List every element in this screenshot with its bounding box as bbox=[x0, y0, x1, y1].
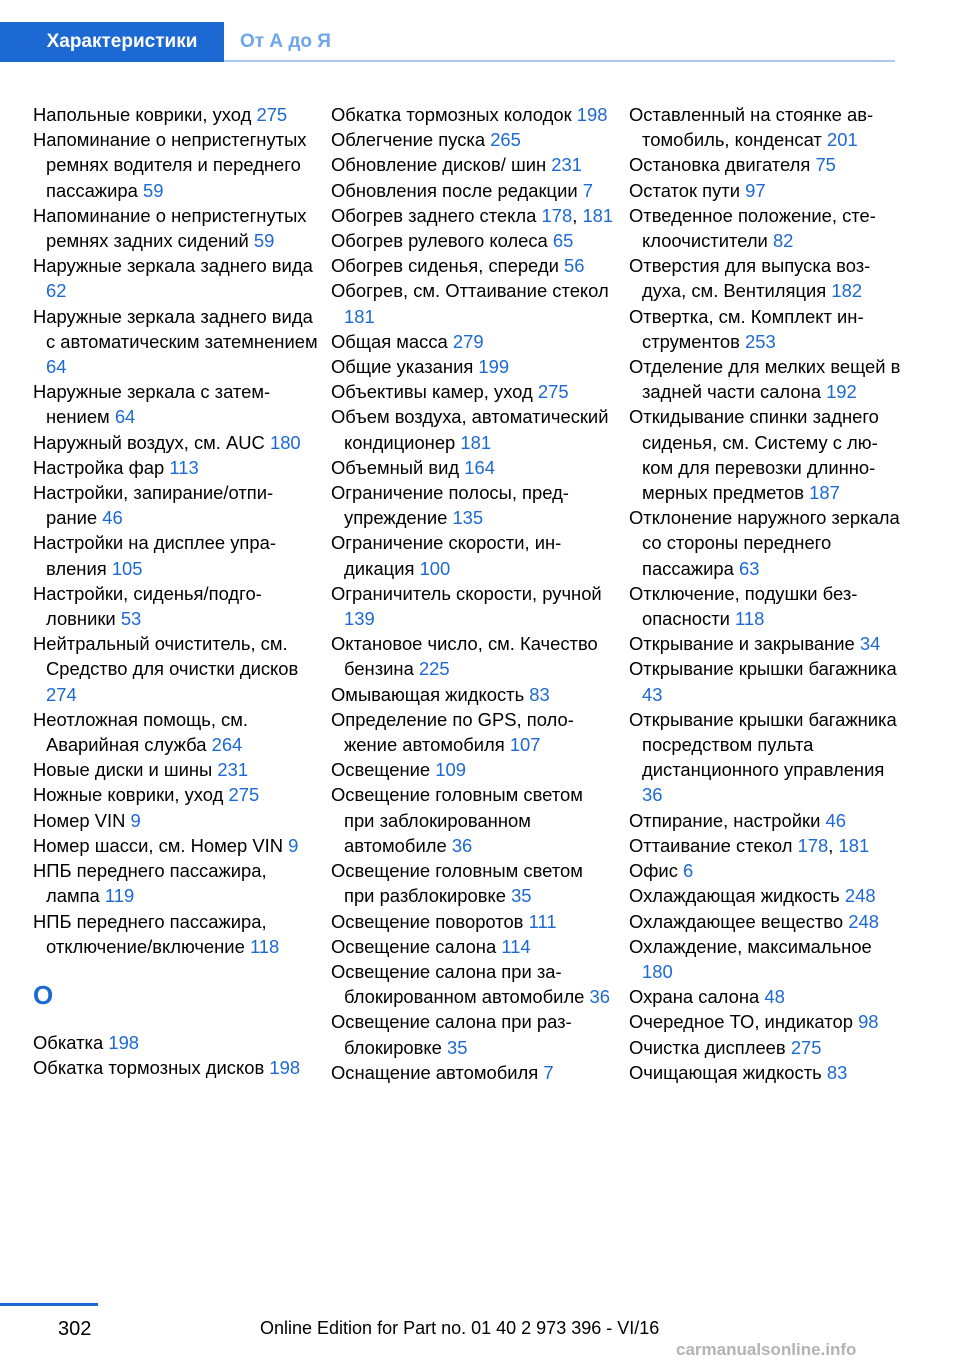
page-link[interactable]: 231 bbox=[217, 759, 249, 781]
page-link[interactable]: 181 bbox=[344, 305, 375, 327]
index-entry bbox=[629, 631, 901, 656]
page-link[interactable]: 275 bbox=[790, 1036, 822, 1058]
index-entry bbox=[33, 480, 318, 530]
index-entry bbox=[629, 707, 901, 808]
page-link[interactable]: 46 bbox=[825, 809, 846, 831]
page-link[interactable]: 192 bbox=[826, 381, 857, 403]
index-entry bbox=[33, 304, 318, 380]
index-entry bbox=[331, 404, 616, 454]
index-entry-text: Освещение салона при разблокировке bbox=[331, 1011, 572, 1058]
index-entry-text: Остаток пути bbox=[629, 179, 740, 201]
tab-characteristics[interactable]: Характеристики bbox=[0, 22, 224, 62]
page-link[interactable]: 198 bbox=[576, 104, 608, 125]
index-entry bbox=[331, 682, 616, 707]
edition-text: Online Edition for Part no. 01 40 2 973 396 - VI/16 bbox=[260, 1318, 660, 1338]
section-letter-o: О bbox=[33, 979, 54, 1010]
page-link[interactable]: 264 bbox=[211, 734, 243, 756]
index-entry-text: Напольные коврики, уход bbox=[33, 104, 252, 125]
index-entry bbox=[331, 278, 616, 328]
index-entry bbox=[33, 455, 318, 480]
index-entry-text: Отделение для мелких вещей в задней части салона bbox=[629, 356, 901, 403]
index-entry-text: Новые диски и шины bbox=[33, 759, 213, 781]
index-entry-text: Освещение головным светом при заблокированном автомобиле bbox=[331, 784, 583, 856]
page-link[interactable]: 43 bbox=[642, 683, 663, 705]
index-entry-text: Оставленный на стоянке автомобиль, конденсат bbox=[629, 104, 874, 151]
page-link[interactable]: 6 bbox=[683, 860, 694, 882]
page-link[interactable]: 75 bbox=[815, 154, 836, 176]
index-entry bbox=[331, 959, 616, 1009]
index-entry-text: Настройки, сиденья/подголовники bbox=[33, 582, 262, 630]
index-entry bbox=[33, 379, 318, 429]
index-entry-text: Ограничитель скорости, ручной bbox=[331, 582, 602, 604]
page-link[interactable]: 62 bbox=[46, 280, 67, 302]
index-entry-text: Напоминание о непристегнутых ремнях задних сидений bbox=[33, 204, 307, 252]
index-entry-text: Номер VIN bbox=[33, 809, 126, 831]
index-column-2 bbox=[331, 102, 616, 1085]
index-entry-text: Настройки на дисплее управления bbox=[33, 532, 276, 579]
index-entry bbox=[331, 228, 616, 253]
index-entry-text: Обновление дисков/ шин bbox=[331, 154, 547, 176]
index-entry-text: Охлаждающее вещество bbox=[629, 910, 844, 932]
index-entry-text: Объемный вид bbox=[331, 456, 460, 478]
index-entry bbox=[629, 883, 901, 908]
index-entry bbox=[33, 782, 318, 807]
page-link[interactable]: 248 bbox=[844, 885, 876, 907]
index-entry bbox=[629, 1035, 901, 1060]
page-link[interactable]: 164 bbox=[464, 456, 495, 478]
page-link[interactable]: 65 bbox=[552, 230, 574, 252]
page-link[interactable]: 118 bbox=[249, 935, 280, 957]
index-entry bbox=[331, 152, 616, 177]
index-entry-text: Обогрев сиденья, спереди bbox=[331, 255, 559, 277]
page-link[interactable]: 248 bbox=[848, 910, 879, 932]
index-entry-text: Объем воздуха, автоматический кондиционер bbox=[331, 406, 609, 453]
page-number: 302 bbox=[58, 1318, 92, 1340]
page-link[interactable]: 187 bbox=[809, 482, 840, 504]
index-entry-text: Наружные зеркала заднего вида bbox=[33, 255, 313, 277]
index-entry bbox=[331, 934, 616, 959]
index-entry-text: Оттаивание стекол bbox=[629, 834, 793, 856]
index-entry bbox=[331, 782, 616, 858]
page-link[interactable]: 105 bbox=[111, 557, 143, 579]
page-link[interactable]: 36 bbox=[642, 784, 663, 806]
page-link[interactable]: 178 bbox=[797, 834, 829, 856]
index-list-col2 bbox=[331, 102, 616, 1085]
page-link[interactable]: 181 bbox=[582, 204, 614, 226]
index-entry-text: Отверстия для выпуска воздуха, см. Вентиляция bbox=[629, 255, 871, 302]
page-link[interactable]: 180 bbox=[642, 960, 673, 982]
page-link[interactable]: 48 bbox=[764, 986, 785, 1008]
index-entry-text: Омывающая жидкость bbox=[331, 683, 525, 705]
index-entry bbox=[331, 455, 616, 480]
page-link[interactable]: 46 bbox=[102, 507, 123, 529]
index-list-n bbox=[33, 102, 318, 959]
page-link[interactable]: 9 bbox=[130, 809, 141, 831]
index-entry-text: Офис bbox=[629, 860, 678, 882]
index-entry-text: Остановка двигателя bbox=[629, 154, 811, 176]
index-entry bbox=[629, 102, 901, 152]
page-link[interactable]: 53 bbox=[120, 608, 142, 630]
index-entry-text: Общие указания bbox=[331, 356, 474, 378]
page-link[interactable]: 83 bbox=[529, 683, 550, 705]
index-entry bbox=[33, 833, 318, 858]
index-entry-text: Наружные зеркала с затемнением bbox=[33, 381, 271, 428]
index-entry bbox=[331, 329, 616, 354]
page-link[interactable]: 9 bbox=[288, 834, 299, 856]
watermark: carmanualsonline.info bbox=[676, 1340, 857, 1359]
page-link[interactable]: 253 bbox=[745, 330, 776, 352]
index-entry bbox=[331, 127, 616, 152]
index-entry-text: Номер шасси, см. Номер VIN bbox=[33, 834, 284, 856]
index-entry-text: Наружные зеркала заднего вида с автоматическим затемнением bbox=[33, 305, 318, 352]
index-entry bbox=[629, 505, 901, 581]
index-entry: Обогрев заднего стекла 178, 181 bbox=[331, 204, 614, 226]
index-entry-text: Охрана салона bbox=[629, 986, 760, 1008]
page-link[interactable]: 265 bbox=[490, 129, 521, 151]
page-link[interactable]: 113 bbox=[169, 456, 199, 478]
index-entry bbox=[629, 934, 901, 984]
page-link[interactable]: 64 bbox=[114, 406, 136, 428]
page-link[interactable]: 7 bbox=[543, 1061, 554, 1083]
page-link[interactable]: 275 bbox=[537, 381, 569, 403]
page-link[interactable]: 100 bbox=[419, 557, 451, 579]
page-link[interactable]: 275 bbox=[228, 784, 260, 806]
page-link[interactable]: 198 bbox=[108, 1031, 140, 1053]
index-entry-text: Обогрев, см. Оттаивание стекол bbox=[331, 280, 609, 302]
index-entry bbox=[331, 102, 616, 127]
index-entry-text: НПБ переднего пассажира, лампа bbox=[33, 860, 267, 907]
index-entry-text: Настройки, запирание/отпирание bbox=[33, 482, 274, 529]
index-entry-text: Обкатка тормозных дисков bbox=[33, 1057, 265, 1079]
page-link[interactable]: 63 bbox=[738, 557, 760, 579]
index-entry bbox=[33, 631, 318, 707]
index-column-1 bbox=[33, 102, 318, 1080]
index-entry bbox=[629, 984, 901, 1009]
index-entry-text: Общая масса bbox=[331, 330, 448, 352]
index-entry-text: Освещение салона при заблокированном автомобиле bbox=[331, 960, 585, 1008]
index-entry bbox=[33, 127, 318, 203]
page-link[interactable]: 59 bbox=[253, 230, 275, 252]
index-entry-text: Обогрев заднего стекла bbox=[331, 204, 537, 226]
page-link[interactable]: 178 bbox=[541, 204, 573, 226]
page-link[interactable]: 201 bbox=[826, 129, 858, 151]
index-entry bbox=[33, 808, 318, 833]
tab-a-to-z[interactable]: От А до Я bbox=[240, 31, 331, 52]
page-link[interactable]: 35 bbox=[447, 1036, 468, 1058]
page-link[interactable]: 36 bbox=[451, 834, 473, 856]
index-entry-text: НПБ переднего пассажира, отключение/включение bbox=[33, 910, 267, 957]
index-entry-text: Ограничение скорости, индикация bbox=[331, 532, 562, 579]
index-entry bbox=[331, 909, 616, 934]
page-link[interactable]: 97 bbox=[745, 179, 766, 201]
page-link[interactable]: 64 bbox=[46, 356, 67, 378]
index-entry-text: Очищающая жидкость bbox=[629, 1061, 822, 1083]
index-entry-text: Очистка дисплеев bbox=[629, 1036, 786, 1058]
tab-underline bbox=[224, 60, 895, 62]
page-link[interactable]: 279 bbox=[452, 330, 484, 352]
index-entry-text: Откидывание спинки заднего сиденья, см. Систему с люком для перевозки длинномерных предметов bbox=[629, 406, 879, 504]
index-entry: Оттаивание стекол 178, 181 bbox=[629, 834, 870, 856]
index-entry-text: Отключение, подушки безопасности bbox=[629, 582, 858, 630]
page-link[interactable]: 119 bbox=[104, 885, 135, 907]
page-link[interactable]: 82 bbox=[772, 230, 794, 252]
page-link[interactable]: 135 bbox=[452, 507, 484, 529]
index-column-3 bbox=[629, 102, 901, 1085]
index-entry bbox=[33, 430, 318, 455]
index-entry bbox=[331, 631, 616, 681]
index-entry bbox=[33, 909, 318, 959]
index-entry bbox=[33, 203, 318, 253]
index-entry bbox=[33, 102, 318, 127]
index-entry-text: Напоминание о непристегнутых ремнях водителя и переднего пассажира bbox=[33, 129, 307, 201]
page-link[interactable]: 199 bbox=[478, 356, 510, 378]
index-entry-text: Освещение салона bbox=[331, 935, 497, 957]
index-entry-text: Отпирание, настройки bbox=[629, 809, 821, 831]
index-entry bbox=[331, 530, 616, 580]
index-entry-text: Облегчение пуска bbox=[331, 129, 486, 151]
page-link[interactable]: 118 bbox=[735, 608, 765, 630]
index-entry bbox=[33, 707, 318, 757]
index-entry bbox=[331, 581, 616, 631]
index-entry-text: Определение по GPS, положение автомобиля bbox=[331, 708, 574, 756]
index-entry bbox=[331, 757, 616, 782]
index-entry bbox=[33, 1030, 318, 1055]
index-entry bbox=[629, 909, 901, 934]
index-entry bbox=[629, 152, 901, 177]
page-link[interactable]: 225 bbox=[418, 658, 450, 680]
index-entry-text: Обкатка тормозных колодок bbox=[331, 104, 572, 125]
index-entry bbox=[629, 178, 901, 203]
page-link[interactable]: 114 bbox=[501, 935, 531, 957]
page-link[interactable]: 34 bbox=[859, 633, 881, 655]
index-entry bbox=[629, 1060, 901, 1085]
index-entry-text: Открывание крышки багажника bbox=[629, 658, 897, 680]
page-link[interactable]: 139 bbox=[344, 608, 375, 630]
index-entry bbox=[331, 354, 616, 379]
page-link[interactable]: 231 bbox=[551, 154, 582, 176]
index-entry-text: Освещение поворотов bbox=[331, 910, 524, 932]
index-entry-text: Обкатка bbox=[33, 1031, 104, 1053]
index-entry bbox=[629, 354, 901, 404]
index-entry bbox=[629, 581, 901, 631]
page-link[interactable]: 182 bbox=[831, 280, 863, 302]
index-entry-text: Отведенное положение, стеклоочистители bbox=[629, 204, 876, 252]
index-entry bbox=[33, 253, 318, 303]
index-entry-text: Нейтральный очиститель, см. Средство для очистки дисков bbox=[33, 633, 299, 680]
index-entry bbox=[33, 757, 318, 782]
index-entry bbox=[331, 707, 616, 757]
index-entry bbox=[33, 530, 318, 580]
index-entry bbox=[331, 1060, 616, 1085]
page-link[interactable]: 107 bbox=[509, 734, 541, 756]
page-link[interactable]: 59 bbox=[142, 179, 164, 201]
index-entry bbox=[33, 1055, 318, 1080]
index-list-col3 bbox=[629, 102, 901, 1085]
index-entry-text: Настройка фар bbox=[33, 456, 165, 478]
index-entry-text: Оснащение автомобиля bbox=[331, 1061, 539, 1083]
page-link[interactable]: 198 bbox=[269, 1057, 301, 1079]
index-entry bbox=[629, 858, 901, 883]
page-link[interactable]: 56 bbox=[564, 255, 585, 277]
index-entry-text: Ножные коврики, уход bbox=[33, 784, 224, 806]
page-link[interactable]: 109 bbox=[435, 759, 466, 781]
index-entry bbox=[331, 178, 616, 203]
index-entry-text: Октановое число, см. Качество бензина bbox=[331, 633, 598, 680]
index-entry-text: Ограничение полосы, предупреждение bbox=[331, 482, 569, 529]
index-entry-text: Охлаждение, максимальное bbox=[629, 935, 872, 957]
page-link[interactable]: 180 bbox=[269, 431, 301, 453]
page-link[interactable]: 36 bbox=[589, 986, 611, 1008]
header-tabs bbox=[0, 22, 895, 62]
index-entry bbox=[33, 581, 318, 631]
index-entry-text: Освещение bbox=[331, 759, 431, 781]
index-entry-text: Обновления после редакции bbox=[331, 179, 578, 201]
index-entry bbox=[331, 480, 616, 530]
page-link[interactable]: 274 bbox=[46, 683, 77, 705]
page-link[interactable]: 35 bbox=[511, 885, 532, 907]
page-link[interactable]: 181 bbox=[460, 431, 492, 453]
index-entry-text: Неотложная помощь, см. Аварийная служба bbox=[33, 708, 249, 756]
page-link[interactable]: 7 bbox=[582, 179, 593, 201]
index-entry bbox=[33, 858, 318, 908]
page-link[interactable]: 111 bbox=[528, 910, 557, 932]
index-entry-text: Освещение головным светом при разблокировке bbox=[331, 860, 583, 907]
page-link[interactable]: 181 bbox=[838, 834, 870, 856]
page-link[interactable]: 83 bbox=[826, 1061, 848, 1083]
index-entry bbox=[629, 808, 901, 833]
index-entry-text: Открывание и закрывание bbox=[629, 633, 855, 655]
index-entry bbox=[629, 656, 901, 706]
index-entry-text: Объективы камер, уход bbox=[331, 381, 533, 403]
index-entry bbox=[629, 203, 901, 253]
index-list-o bbox=[33, 1030, 318, 1080]
footer-accent-line bbox=[0, 1303, 98, 1306]
index-entry bbox=[331, 379, 616, 404]
index-entry-text: Открывание крышки багажника посредством пульта дистанционного управления bbox=[629, 708, 897, 781]
index-entry bbox=[629, 404, 901, 505]
index-entry bbox=[629, 304, 901, 354]
index-entry-text: Наружный воздух, см. AUC bbox=[33, 431, 265, 453]
index-entry-text: Отклонение наружного зеркала со стороны переднего пассажира bbox=[629, 507, 900, 579]
index-entry bbox=[331, 1009, 616, 1059]
index-entry-text: Охлаждающая жидкость bbox=[629, 885, 840, 907]
index-entry bbox=[331, 253, 616, 278]
index-entry-text: Отвертка, см. Комплект инструментов bbox=[629, 305, 864, 352]
index-entry-text: Очередное ТО, индикатор bbox=[629, 1011, 853, 1033]
index-entry bbox=[629, 1009, 901, 1034]
index-entry bbox=[629, 253, 901, 303]
page-link[interactable]: 98 bbox=[858, 1011, 879, 1033]
page-link[interactable]: 275 bbox=[256, 104, 288, 125]
index-entry-text: Обогрев рулевого колеса bbox=[331, 230, 548, 252]
index-entry bbox=[331, 858, 616, 908]
